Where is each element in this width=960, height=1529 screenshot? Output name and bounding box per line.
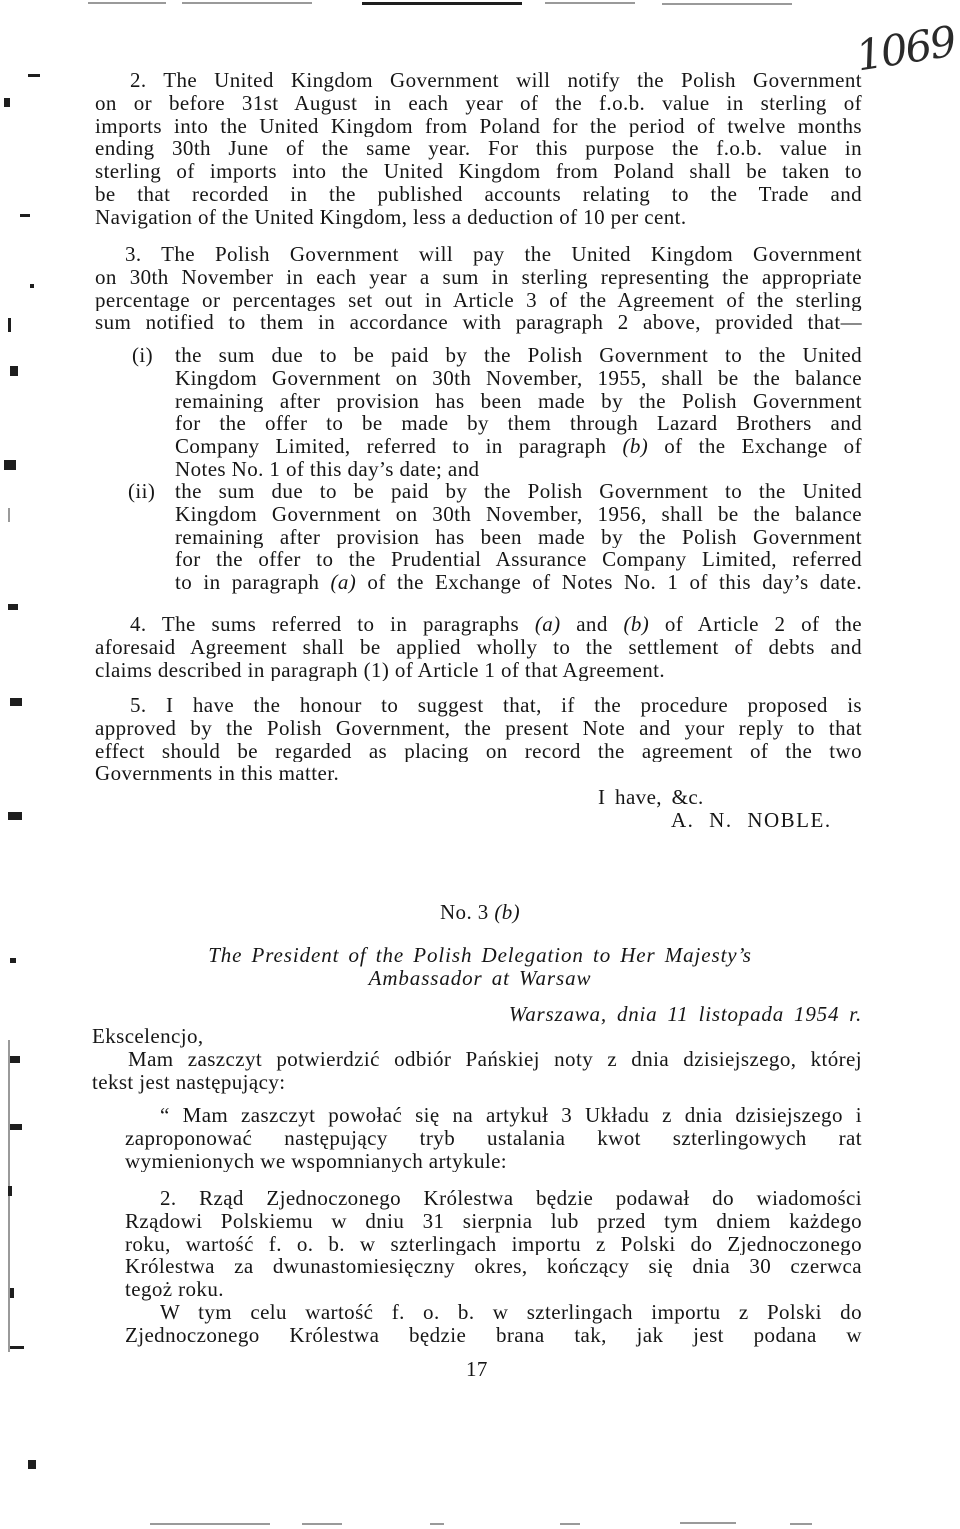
scan-mark [8,604,18,610]
text-line: Królestwa za dwunastomiesięczny okres, kończący się dnia 30 czerwca [125,1255,862,1279]
text-line: remaining after provision has been made by the Polish Government [175,525,862,549]
text-line: remaining after provision has been made by the Polish Government [175,389,862,413]
text-line: tegoż roku. [125,1278,224,1301]
text-segment-italic: (b) [622,435,649,458]
text-line: aforesaid Agreement shall be applied wholly to the settlement of debts and [95,635,862,659]
item-label: (i) [132,343,154,367]
text-segment: 4. The sums referred to in paragraphs [130,613,535,636]
text-line: Rządowi Polskiemu w dniu 31 sierpnia lub przed tym dniem każdego [125,1209,862,1233]
text-segment-italic: (a) [330,571,357,594]
paragraph-3 [95,243,862,334]
text-line: zaproponować następujący tryb ustalania kwot szterlingowych rat [125,1126,862,1150]
text-segment-italic: (a) [534,613,561,636]
text-segment: of the Exchange of Notes No. 1 of this day’s date. [356,571,862,594]
scan-mark [302,1523,342,1525]
page-number: 17 [466,1357,488,1381]
text-line [175,435,862,458]
scan-mark [30,284,34,288]
text-line: tekst jest następujący: [92,1070,286,1094]
text-line: Notes No. 1 of this day’s date; and [175,457,480,481]
text-line: Zjednoczonego Królestwa będzie brana tak, jak jest podana w [125,1323,862,1347]
scan-mark [790,1523,812,1525]
document-number [0,901,960,924]
scan-mark [10,1124,22,1130]
text-line: be that recorded in the published accounts relating to the Trade and [95,182,862,206]
scan-mark [10,366,18,376]
text-line: 2. Rząd Zjednoczonego Królestwa będzie podawał do wiadomości [160,1187,862,1210]
reply-heading [0,944,960,990]
scan-mark [28,1460,36,1469]
text-segment-italic: (b) [494,900,520,924]
scan-mark [10,1056,20,1063]
text-segment: and [560,613,624,636]
text-segment: Company Limited, referred to in paragraph [175,435,623,458]
text-line: claims described in paragraph (1) of Article 1 of that Agreement. [95,658,666,682]
scan-mark [8,318,11,332]
text-line: roku, wartość f. o. b. w szterlingach importu z Polski do Zjednoczonego [125,1232,862,1256]
heading-line: Ambassador at Warsaw [368,965,592,990]
text-line: percentage or percentages set out in Article 3 of the Agreement of the sterling [95,288,862,312]
paragraph-4 [95,613,862,681]
text-line: wymienionych we wspomnianych artykule: [125,1149,508,1173]
heading-line: The President of the Polish Delegation to Her Majesty’s [208,943,752,967]
signature: A. N. NOBLE. [671,808,832,832]
paragraph-2 [95,69,862,229]
text-line: Navigation of the United Kingdom, less a deduction of 10 per cent. [95,205,687,229]
text-line: sum notified to them in accordance with paragraph 2 above, provided that— [95,311,862,335]
text-line: on or before 31st August in each year of the f.o.b. value in sterling of [95,91,862,115]
scan-mark [4,98,10,107]
reply-intro [92,1048,862,1094]
scan-mark [182,2,312,4]
sub-item-ii [128,479,862,594]
scan-mark [150,1523,270,1525]
salutation: Ekscelencjo, [92,1024,204,1048]
text-line: 3. The Polish Government will pay the United Kingdom Government [125,243,862,266]
scan-mark [10,1288,14,1298]
reply-paragraph-2 [125,1187,862,1301]
text-line: 5. I have the honour to suggest that, if the procedure proposed is [130,694,862,717]
text-line: for the offer to the Prudential Assurance Company Limited, referred [175,548,862,572]
reply-paragraph-2-cont [125,1301,862,1347]
scan-mark [10,698,22,706]
text-line [95,613,862,636]
text-line: “ Mam zaszczyt powołać się na artykuł 3 Układu z dnia dzisiejszego i [160,1104,862,1127]
text-line: approved by the Polish Government, the present Note and your reply to that [95,716,862,740]
scan-mark [545,2,635,4]
scan-mark [10,1346,24,1349]
text-line: 2. The United Kingdom Government will notify the Polish Government [130,69,862,92]
scan-mark [362,2,522,5]
text-line: Governments in this matter. [95,762,340,786]
handwritten-annotation: 1069 [852,16,959,81]
item-label: (ii) [128,479,156,503]
scan-mark [8,812,22,820]
scan-mark [4,460,16,470]
paragraph-5 [95,694,862,785]
text-line: for the offer to be made by them through Lazard Brothers and [175,412,862,436]
scan-mark [20,214,30,217]
text-line: the sum due to be paid by the Polish Government to the United [175,344,862,367]
text-segment-italic: (b) [623,613,650,636]
sub-item-i [132,343,862,481]
closing-formula: I have, &c. [598,785,704,809]
text-line: effect should be regarded as placing on record the agreement of the two [95,739,862,763]
scan-mark [560,1523,580,1525]
text-line: W tym celu wartość f. o. b. w szterlingach importu z Polski do [160,1301,862,1324]
text-line: Kingdom Government on 30th November, 1955, shall be the balance [175,366,862,390]
text-line: on 30th November in each year a sum in sterling representing the appropriate [95,265,862,289]
scan-mark [430,1523,444,1525]
text-line: ending 30th June of the same year. For this purpose the f.o.b. value in [95,137,862,161]
text-line: Kingdom Government on 30th November, 1956, shall be the balance [175,502,862,526]
text-line: imports into the United Kingdom from Poland for the period of twelve months [95,114,862,138]
scan-mark [28,74,40,77]
text-segment: of Article 2 of the [649,613,862,636]
text-line [175,571,862,594]
scan-mark [88,2,166,4]
text-segment: of the Exchange of [648,435,862,458]
scan-mark [8,1186,12,1196]
scan-mark [662,3,792,5]
place-date: Warszawa, dnia 11 listopada 1954 r. [508,1002,862,1026]
text-line: sterling of imports into the United Kingdom from Poland shall be taken to [95,160,862,183]
text-segment: No. 3 [439,900,495,924]
scan-mark [8,508,10,522]
scan-mark [8,1040,10,1352]
text-line: the sum due to be paid by the Polish Government to the United [175,480,862,503]
reply-quote [125,1104,862,1172]
text-segment: to in paragraph [175,571,331,594]
text-line: Mam zaszczyt potwierdzić odbiór Pańskiej noty z dnia dzisiejszego, której [128,1048,862,1071]
scan-mark [680,1522,736,1524]
